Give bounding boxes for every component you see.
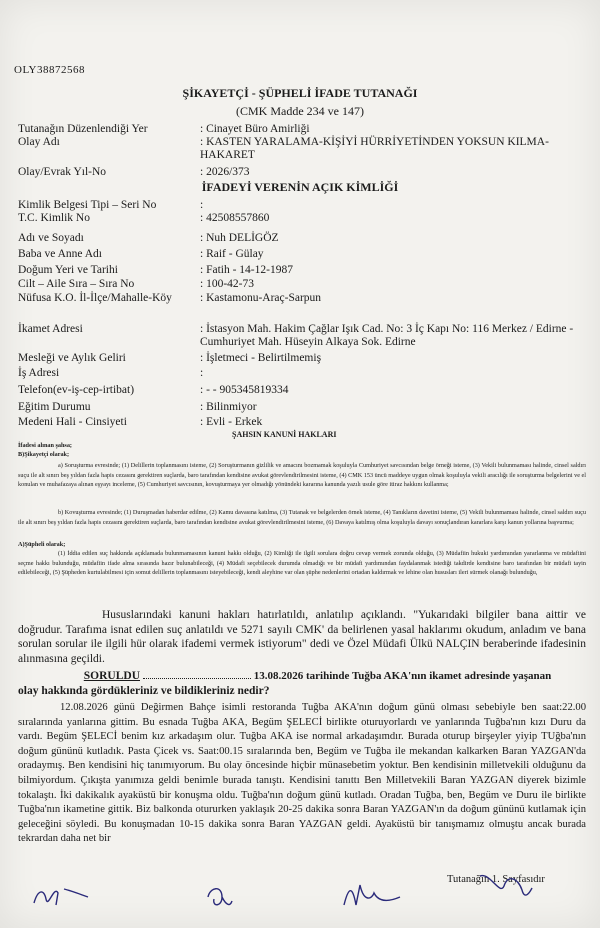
field-label-id-type: Kimlik Belgesi Tipi – Seri No — [18, 199, 157, 211]
field-label-file-no: Olay/Evrak Yıl-No — [18, 166, 107, 178]
field-label-marital: Medeni Hali - Cinsiyeti — [18, 416, 127, 428]
field-value-education: : Bilinmiyor — [200, 401, 257, 413]
signature-1 — [26, 875, 96, 915]
field-value-parents: : Raif - Gülay — [200, 248, 264, 260]
field-label-job: Mesleği ve Aylık Geliri — [18, 352, 126, 364]
dotted-line — [143, 668, 251, 679]
field-value-tc: : 42508557860 — [200, 212, 270, 224]
rights-intro: İfadesi alınan şahsa; — [18, 442, 72, 449]
field-label-tc: T.C. Kimlik No — [18, 212, 90, 224]
field-value-registered-place: : Kastamonu-Araç-Sarpun — [200, 292, 322, 304]
document-id: OLY38872568 — [14, 64, 86, 76]
field-value-birth: : Fatih - 14-12-1987 — [200, 264, 293, 276]
page-footer-label: Tutanağın 1. Sayfasıdır — [447, 874, 545, 885]
answer-paragraph: 12.08.2026 günü Değirmen Bahçe isimli restoranda Tuğba AKA'nın doğum günü olması sebebiyle ben saat:22.00 sıralarında yanlarına gittim. Bu esnada Tuğba AKA, Begüm ŞELECİ birlikte oturuyorlardı ve yanlarında Tuğba'nın kızı Duru da vardı. Begüm ŞELECİ benim kız arkadaşım olur. Tuğba AKA ise normal arkadaşımdır. Burada oturup birşeyler yiyip TUğba'nın doğum gününü kutladık. Pasta Çicek vs. Saat:00.15 sıralarında ben, Begüm ve Tuğba ile mekandan kalkarken Baran YAZGAN'da oradaymış. Ben kendisini hiç tanımıyorum. Bu olay öncesinde hiçbir münasebetim yoktur. Ben kendisinin milletvekili olduğunu da bilmiyordum. Çıkışta yanımıza geldi benimle burada tanıştı. Kendisini tanıttı Ben Milletvekili Baran YAZGAN diyerek bizimle tokalaştı. İki dakikalık ayaküstü bir konuşma oldu. Tuğba'nın doğum günü kutladı. Oradan Tuğba, ben, Begüm ve Duru ile birlikte Tuğba'nın ikametine gittik. Biz balkonda otururken yaklaşık 20-25 dakika sonra Baran YAZGAN'ın da doğum gününü kutlamak için geleceğini söyledi. Bu konuşmadan 10-15 dakika sonra Baran YAZGAN geldi. Ayaküstü bir tanışmamız olmuştu ancak burada tekrardan daha net bir — [18, 702, 586, 845]
rights-complainant-a: a) Soruşturma evresinde; (1) Delillerin toplanmasını isteme, (2) Soruşturmanın gizlilik ve amacını bozmamak koşuluyla Cumhuriyet savcısından belge örneği isteme, (3) Vekili bulunmaması halinde, cinsel saldırı suçu ile alt sınırı beş yıldan fazla hapis cezasını gerektiren suçlarda, baro tarafından kendisine avukat görevlendirilmesini isteme, (4) CMK 153 üncü maddeye uygun olmak koşuluyla vekili aracılığı ile soruşturma belgelerini ve el konulan ve muhafazaya alınan eşyayı inceleme, (5) Cumhuriyet savcısının, kovuşturmaya yer olmadığı yönündeki kararına kanunda yazılı usule göre itiraz hakkını kullanma; — [18, 462, 586, 488]
identity-section-title: İFADEYİ VERENİN AÇIK KİMLİĞİ — [201, 180, 399, 194]
field-value-registry: : 100-42-73 — [200, 278, 254, 290]
field-label-event: Olay Adı — [18, 136, 60, 148]
document-title: ŞİKAYETÇİ - ŞÜPHELİ İFADE TUTANAĞI — [182, 86, 418, 100]
question-line-1 — [18, 668, 586, 684]
field-label-place: Tutanağın Düzenlendiği Yer — [18, 123, 148, 135]
field-value-marital: : Evli - Erkek — [200, 416, 263, 428]
signature-2 — [196, 875, 266, 915]
rights-suspect-text: (1) İddia edilen suç hakkında açıklamada bulunmamasının kanuni hakkı olduğu, (2) Kimliği ile ilgili sorulara doğru cevap vermek zorunda olduğu, (3) Müdafiin hukuki yardımından yararlanma ve müdafiini seçme hakkı bulunduğu, müdafiin ifade alma sırasında hazır bulunabileceği, (4) Müdafi seçebilecek durumda olmadığı ve bir müdafi yardımından faydalanmak istediği takdirde kendisine baro tarafından bir müdafi tayin edilebileceği, (5) Şüpheden kurtulabilmesi için somut delillerin toplanmasını isteyebileceği, kendi aleyhine var olan şüphe nedenlerini ortadan kaldırmak ve lehine olan hususları ileri sürmek olanağı bulunduğu, — [18, 550, 586, 576]
field-value-work-address: : — [200, 367, 204, 379]
field-value-event: : KASTEN YARALAMA-KİŞİYİ HÜRRİYETİNDEN YOKSUN KILMA-HAKARET — [200, 136, 549, 161]
question-line-2: olay hakkında gördükleriniz ve bildikleriniz nedir? — [18, 685, 270, 697]
field-value-job: : İşletmeci - Belirtilmemiş — [200, 352, 322, 364]
field-label-work-address: İş Adresi — [18, 367, 60, 379]
statement-paragraph: Hususlarındaki kanuni hakları hatırlatıldı, anlatılıp açıklandı. "Yukarıdaki bilgiler bana aittir ve doğrudur. Tarafıma isnat edilen suç anlatıldı ve 5271 sayılı CMK' da belirlenen yasal haklarımı okudum, anladım ve bana sorulan sorular ile ilgili hür olarak ifademi vermek istiyorum" dedi ve Özel Müdafi Ülkü NALÇIN beraberinde ifadesinin alınmasına geçildi. — [18, 609, 586, 665]
field-label-registered-place: Nüfusa K.O. İl-İlçe/Mahalle-Köy — [18, 292, 172, 304]
question-label: SORULDU — [83, 670, 140, 682]
field-label-registry: Cilt – Aile Sıra – Sıra No — [18, 278, 135, 290]
field-value-name: : Nuh DELİGÖZ — [200, 232, 279, 244]
field-value-phone: : - - 905345819334 — [200, 384, 289, 396]
rights-section-title: ŞAHSIN KANUNİ HAKLARI — [232, 430, 337, 439]
field-value-file-no: : 2026/373 — [200, 166, 250, 178]
field-label-education: Eğitim Durumu — [18, 401, 91, 413]
rights-complainant-b: b) Kovuşturma evresinde; (1) Duruşmadan haberdar edilme, (2) Kamu davasına katılma, (3) Tutanak ve belgelerden örnek isteme, (4) Tanıkların davetini isteme, (5) Vekili bulunmaması halinde, cinsel saldırı suçu ile alt sınırı beş yıldan fazla hapis cezasını gerektiren suçlarda, baro tarafından kendisine avukat görevlendirilmesini isteme, (6) Davaya katılmış olma koşuluyla davayı sonuçlandıran kararlara karşı kanun yollarına başvurma; — [18, 509, 586, 526]
field-label-birth: Doğum Yeri ve Tarihi — [18, 264, 118, 276]
field-label-name: Adı ve Soyadı — [18, 232, 84, 244]
signature-4 — [470, 866, 540, 906]
field-label-parents: Baba ve Anne Adı — [18, 248, 102, 260]
field-value-id-type: : — [200, 199, 204, 211]
document-subtitle: (CMK Madde 234 ve 147) — [236, 104, 364, 118]
question-text-part-1: 13.08.2026 tarihinde Tuğba AKA'nın ikamet adresinde yaşanan — [253, 670, 552, 682]
rights-suspect-head: A)Şüpheli olarak; — [18, 541, 66, 548]
field-value-address: : İstasyon Mah. Hakim Çağlar Işık Cad. No: 3 İç Kapı No: 116 Merkez / Edirne - Cumhuriyet Mah. Hüseyin Alkaya Sok. Edirne — [200, 323, 574, 348]
rights-complainant-head: B)Şikayetçi olarak; — [18, 451, 70, 458]
field-label-phone: Telefon(ev-iş-cep-irtibat) — [18, 384, 135, 396]
field-value-place: : Cinayet Büro Amirliği — [200, 123, 310, 135]
field-label-address: İkamet Adresi — [18, 323, 83, 335]
signature-3 — [334, 875, 414, 915]
